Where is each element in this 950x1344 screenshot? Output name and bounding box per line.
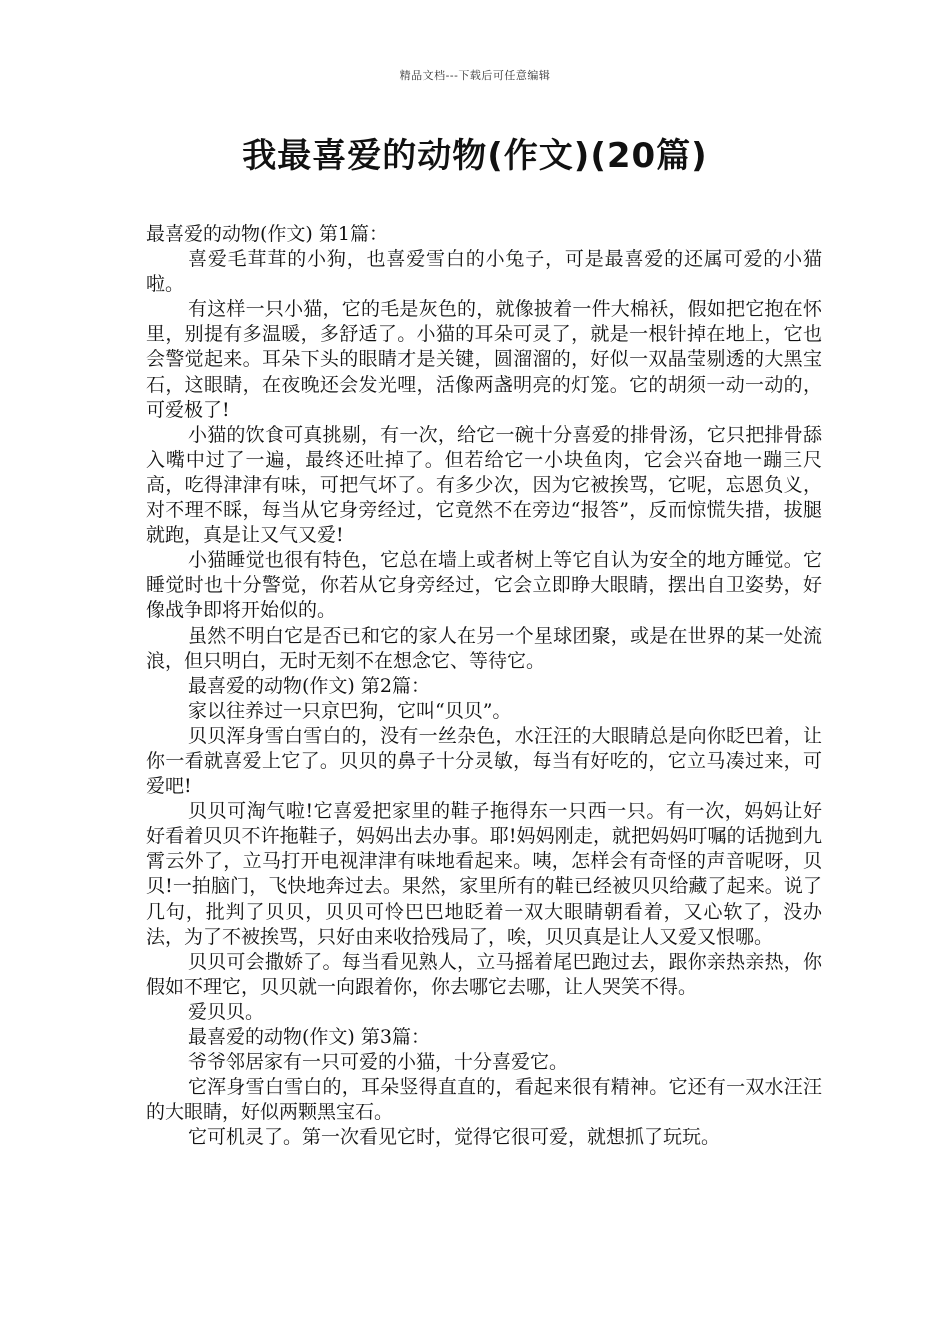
- paragraph: 贝贝浑身雪白雪白的，没有一丝杂色，水汪汪的大眼睛总是向你眨巴着，让你一看就喜爱上它了。贝贝的鼻子十分灵敏，每当有好吃的，它立马凑过来，可爱吧!: [146, 724, 822, 798]
- document-body: [146, 222, 822, 1150]
- paragraph: 它可机灵了。第一次看见它时，觉得它很可爱，就想抓了玩玩。: [188, 1126, 721, 1149]
- paragraph: 爷爷邻居家有一只可爱的小猫，十分喜爱它。: [188, 1051, 569, 1074]
- header-note: 精品文档---下载后可任意编辑: [399, 69, 551, 82]
- paragraph: 虽然不明白它是否已和它的家人在另一个星球团聚，或是在世界的某一处流浪，但只明白，无时无刻不在想念它、等待它。: [146, 624, 822, 672]
- paragraph: 家以往养过一只京巴狗，它叫“贝贝”。: [188, 699, 512, 722]
- paragraph: 小猫睡觉也很有特色，它总在墙上或者树上等它自认为安全的地方睡觉。它睡觉时也十分警觉，你若从它身旁经过，它会立即睁大眼睛，摆出自卫姿势，好像战争即将开始似的。: [146, 549, 822, 622]
- paragraph: 有这样一只小猫，它的毛是灰色的，就像披着一件大棉袄，假如把它抱在怀里，别提有多温暖，多舒适了。小猫的耳朵可灵了，就是一根针掉在地上，它也会警觉起来。耳朵下头的眼睛才是关键，圆溜溜的，好似一双晶莹剔透的大黑宝石，这眼睛，在夜晚还会发光哩，活像两盏明亮的灯笼。它的胡须一动一动的，可爱极了!: [146, 298, 822, 421]
- paragraph: 最喜爱的动物(作文) 第3篇：: [188, 1026, 430, 1048]
- page-title: 我最喜爱的动物(作文)(20篇): [242, 136, 708, 176]
- paragraph: 贝贝可会撒娇了。每当看见熟人，立马摇着尾巴跑过去，跟你亲热亲热，你假如不理它，贝贝就一向跟着你，你去哪它去哪，让人哭笑不得。: [146, 950, 822, 998]
- paragraph: 贝贝可淘气啦!它喜爱把家里的鞋子拖得东一只西一只。有一次，妈妈让好好看着贝贝不许拖鞋子，妈妈出去办事。耶!妈妈刚走，就把妈妈叮嘱的话抛到九霄云外了，立马打开电视津津有味地看起来。咦，怎样会有奇怪的声音呢呀，贝贝!一拍脑门，飞快地奔过去。果然，家里所有的鞋已经被贝贝给藏了起来。说了几句，批判了贝贝，贝贝可怜巴巴地眨着一双大眼睛朝看着，又心软了，没办法，为了不被挨骂，只好由来收拾残局了，唉，贝贝真是让人又爱又恨哪。: [146, 800, 822, 948]
- paragraph: 最喜爱的动物(作文) 第2篇：: [188, 674, 430, 697]
- paragraph: 小猫的饮食可真挑剔，有一次，给它一碗十分喜爱的排骨汤，它只把排骨舔入嘴中过了一遍，最终还吐掉了。但若给它一小块鱼肉，它会兴奋地一蹦三尺高，吃得津津有味，可把气坏了。有多少次，因为它被挨骂，它呢，忘恩负义，对不理不睬，每当从它身旁经过，它竟然不在旁边“报答”，反而惊慌失措，拔腿就跑，真是让又气又爱!: [146, 423, 822, 547]
- paragraph: 最喜爱的动物(作文) 第1篇：: [146, 223, 388, 245]
- paragraph: 喜爱毛茸茸的小狗，也喜爱雪白的小兔子，可是最喜爱的还属可爱的小猫啦。: [146, 248, 822, 296]
- paragraph: 爱贝贝。: [188, 1000, 265, 1023]
- paragraph: 它浑身雪白雪白的，耳朵竖得直直的，看起来很有精神。它还有一双水汪汪的大眼睛，好似两颗黑宝石。: [146, 1076, 822, 1124]
